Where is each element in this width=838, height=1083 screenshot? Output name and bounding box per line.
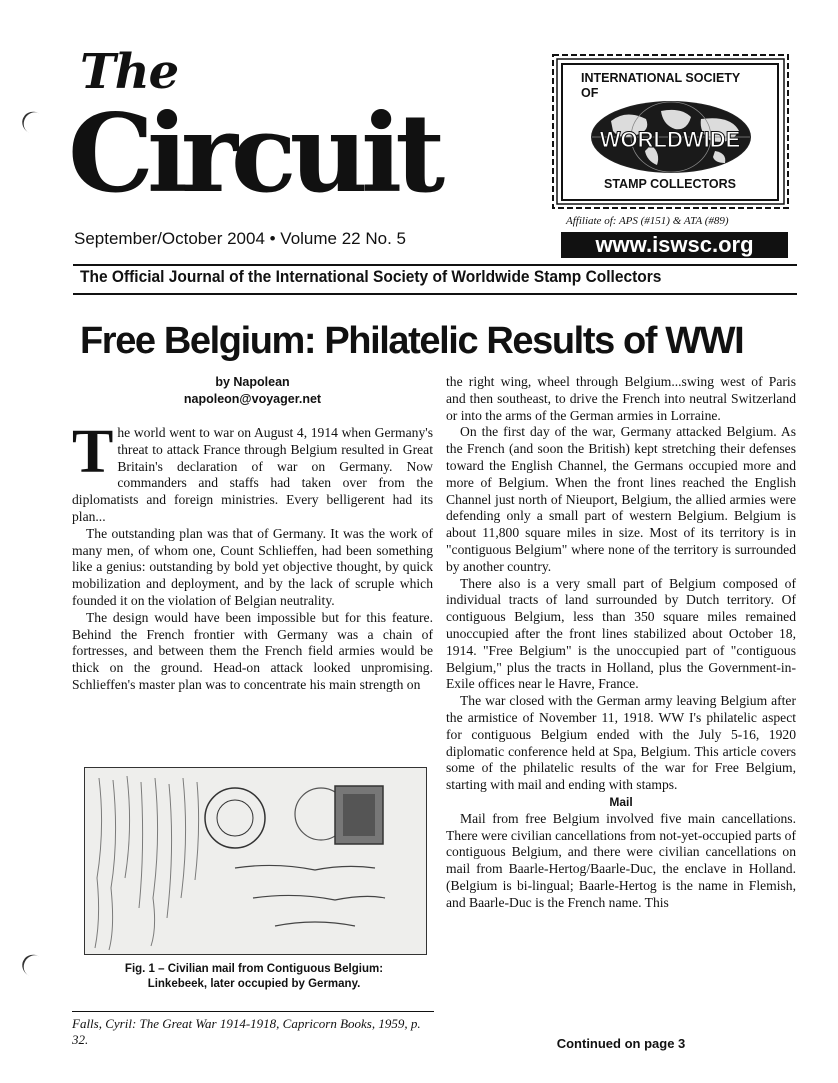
logo-line-of: OF xyxy=(581,86,599,100)
binder-hole-bottom xyxy=(18,950,50,981)
figure-postcard-image xyxy=(84,767,427,955)
issue-line: September/October 2004 • Volume 22 No. 5 xyxy=(74,229,406,248)
paragraph-intro xyxy=(72,418,433,526)
footnote-rule xyxy=(72,1011,434,1012)
article-column-1 xyxy=(72,418,433,694)
logo-line-society: INTERNATIONAL SOCIETY xyxy=(581,71,741,85)
footnote: Falls, Cyril: The Great War 1914-1918, Capricorn Books, 1959, p. 32. xyxy=(72,1016,421,1047)
journal-tagline: The Official Journal of the International Society of Worldwide Stamp Collectors xyxy=(80,268,662,286)
society-logo-stamp xyxy=(549,51,792,212)
figure-caption-line-2: Linkebeek, later occupied by Germany. xyxy=(147,978,361,990)
paragraph-war-closed: The war closed with the German army leaving Belgium after the armistice of November 11, 1918. WW I's philatelic aspect for contiguous Belgium ended with the July 5-16, 1920 diplomatic conference held at Spa, Belgium. This article covers some of the philatelic results of the war for Free Belgium, starting with mail and ending with stamps. xyxy=(446,693,796,793)
paragraph-plan: The outstanding plan was that of Germany. It was the work of many men, of whom one, Count Schlieffen, had been something like a genius: outstanding by bold yet objective thought, by quick mobilization and deployment, and by the lack of scruple which founded it on the violation of Belgian neutrality. xyxy=(72,525,433,608)
logo-bottom-text: STAMP COLLECTORS xyxy=(604,177,736,191)
stamp-inner-frame xyxy=(561,63,779,201)
paragraph-right-wing: the right wing, wheel through Belgium...swing west of Paris and then southeast, to drive the French into neutral Switzerland or into the arms of the German armies in Lorraine. xyxy=(446,374,796,423)
article-headline: Free Belgium: Philatelic Results of WWI xyxy=(80,320,744,362)
paragraph-design: The design would have been impossible but for this feature. Behind the French frontier with Germany was a chain of fortresses, and between them the French field armies would be thick on the ground. Head-on attack looked unpromising. Schlieffen's master plan was to concentrate his main strength on xyxy=(72,609,433,692)
byline xyxy=(74,374,431,408)
affiliate-note: Affiliate of: APS (#151) & ATA (#89) xyxy=(566,215,729,227)
article-column-2 xyxy=(446,374,796,912)
logo-top-text xyxy=(563,71,777,101)
paragraph-small-part: There also is a very small part of Belgium composed of individual tracts of land surrounded by Dutch territory. Of contiguous Belgium, less than 350 square miles remained unoccupied after the front lines stabilized about October 18, 1914. "Free Belgium" is the unoccupied part of "contiguous Belgium," plus the tracts in Holland, plus the Government-in-Exile offices near le Havre, France. xyxy=(446,575,796,692)
author-name: by Napolean xyxy=(215,375,290,389)
binder-hole-top xyxy=(18,107,50,138)
drop-cap: T xyxy=(72,418,114,486)
website-banner[interactable]: www.iswsc.org xyxy=(561,232,788,258)
paragraph-first-day: On the first day of the war, Germany attacked Belgium. As the French (and soon the British) kept stretching their defenses toward the English Channel, the Germans occupied more and more of Belgium. When the front lines reached the English Channel just north of Nieuport, Belgium, the allied armies were defending only a small part of western Belgium. Belgium is about 11,800 square miles in size. Most of its territory is in "contiguous Belgium" where none of the territory is surrounded by another country. xyxy=(446,424,796,574)
figure-caption-line-1: Fig. 1 – Civilian mail from Contiguous Belgium: xyxy=(124,963,384,975)
tagline-rule-bottom xyxy=(73,293,797,295)
paragraph-intro-text: he world went to war on August 4, 1914 when Germany's threat to attack France through Belgium resulted in Great Britain's declaration of war on Germany. Now commanders and staffs had taken over from the diplomatists and foreign ministries. Every belligerent had its plan... xyxy=(72,425,433,524)
tagline-rule-top xyxy=(73,264,797,266)
author-email[interactable]: napoleon@voyager.net xyxy=(183,392,322,406)
logo-worldwide-word: WORLDWIDE xyxy=(599,127,741,152)
figure-caption xyxy=(74,962,434,992)
paragraph-mail: Mail from free Belgium involved five main cancellations. There were civilian cancellations from not-yet-occupied parts of contiguous Belgium, and there were civilian cancellations on mail from Baarle-Hertog/Baarle-Duc, the enclave in Holland. (Belgium is bi-lingual; Baarle-Hertog is the name in Flemish, and Baarle-Duc is the French name. This xyxy=(446,810,796,910)
section-heading-mail: Mail xyxy=(609,794,633,809)
masthead-the: The xyxy=(80,44,179,100)
masthead-circuit: Circuit xyxy=(68,91,439,217)
continued-note: Continued on page 3 xyxy=(556,1036,686,1051)
